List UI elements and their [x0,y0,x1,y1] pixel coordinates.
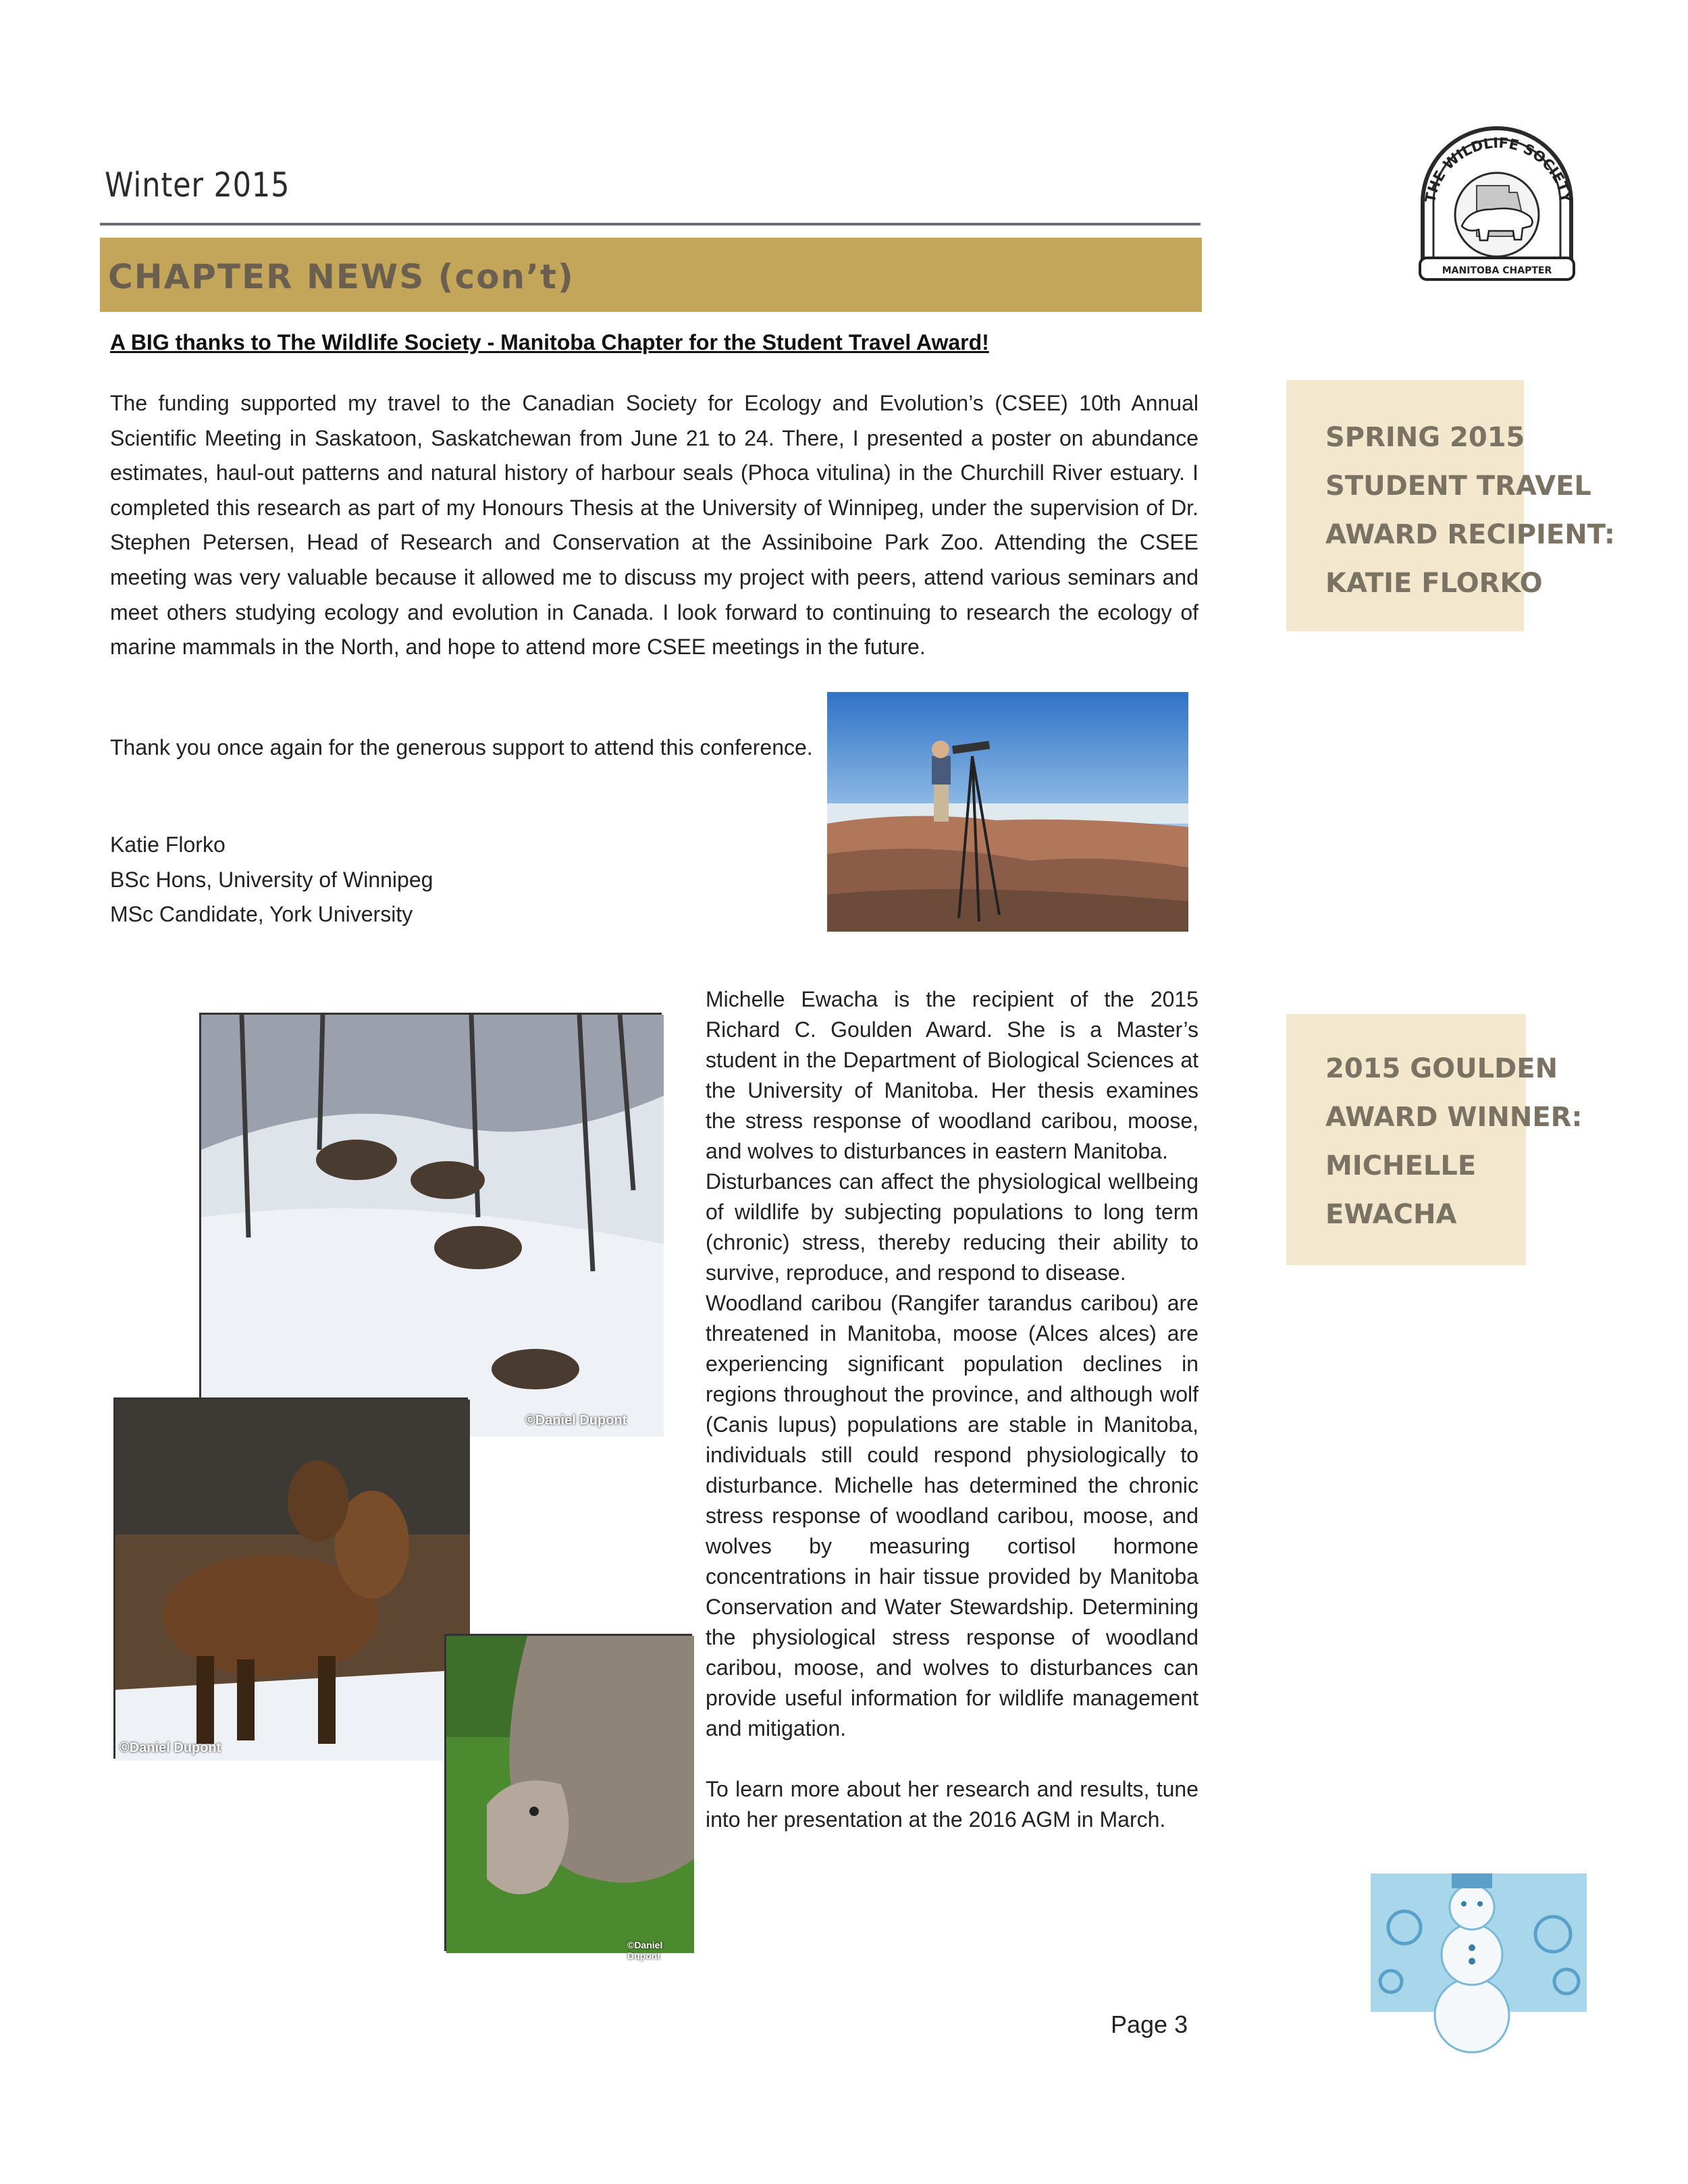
sidebar-line: MICHELLE [1325,1150,1477,1181]
signature-name: Katie Florko [110,832,226,857]
wolf-photo [444,1634,692,1961]
travel-award-sidebar [1325,413,1615,608]
section-title: CHAPTER NEWS (con’t) [108,257,575,296]
caribou-photo-credit: ©Daniel Dupont [525,1413,627,1428]
signature-program: MSc Candidate, York University [110,902,413,927]
logo-arc-text: THE WILDLIFE SOCIETY [1421,134,1575,205]
page-number: Page 3 [1111,2010,1188,2038]
goulden-sidebar [1325,1044,1582,1239]
signature-degree: BSc Hons, University of Winnipeg [110,867,433,892]
travel-award-paragraph: The funding supported my travel to the Canadian Society for Ecology and Evolution’s (CSEE) 10th Annual Scientific Meeting in Saskatoon, Saskatchewan from June 21 to 24. There, I presented a poster on abundance estimates, haul-out patterns and natural history of harbour seals (Phoca vitulina) in the Churchill River estuary. I completed this research as part of my Honours Thesis at the University of Winnipeg, under the supervision of Dr. Stephen Petersen, Head of Research and Conservation at the Assiniboine Park Zoo. Attending the CSEE meeting was very valuable because it allowed me to discuss my project with peers, attend various seminars and meet others studying ecology and evolution in Canada. I look forward to continuing to research the ecology of marine mammals in the North, and hope to attend more CSEE meetings in the future. [110,391,1198,660]
moose-photo-credit: ©Daniel Dupont [120,1740,221,1755]
sidebar-line: SPRING 2015 [1325,422,1525,453]
header-rule [100,223,1201,225]
sidebar-line: KATIE FLORKO [1325,568,1543,599]
thanks-paragraph [110,730,822,766]
goulden-article [706,984,1198,1835]
sidebar-line: AWARD WINNER: [1325,1102,1583,1133]
wolf-photo-credit: ©Daniel Dupont [627,1940,663,1961]
sidebar-line: 2015 GOULDEN [1325,1053,1558,1084]
sidebar-line: STUDENT TRAVEL [1325,471,1591,502]
goulden-paragraph-3: Woodland caribou (Rangifer tarandus caribou) are threatened in Manitoba, moose (Alces alces) are experiencing significant population declines in regions throughout the province, and although wolf (Canis lupus) populations are stable in Manitoba, individuals still could respond physiologically to disturbance. Michelle has determined the chronic stress response of woodland caribou, moose, and wolves by measuring cortisol hormone concentrations in hair tissue provided by Manitoba Conservation and Water Stewardship. Determining the physiological stress response of woodland caribou, moose, and wolves to disturbances can provide useful information for wildlife management and mitigation. [706,1291,1198,1740]
goulden-paragraph-2: Disturbances can affect the physiological wellbeing of wildlife by subjecting populations to long term (chronic) stress, thereby reducing their ability to survive, reproduce, and respond to disease. [706,1169,1198,1285]
sidebar-line: EWACHA [1325,1199,1457,1230]
researcher-scope-photo [827,692,1188,932]
sidebar-line: AWARD RECIPIENT: [1325,519,1615,550]
moose-photo [113,1397,468,1759]
wildlife-society-logo [1415,108,1580,290]
logo-chapter-text: MANITOBA CHAPTER [1442,265,1552,276]
issue-season: Winter 2015 [105,165,290,205]
thanks-text: Thank you once again for the generous support to attend this conference. [110,735,813,760]
caribou-photo [199,1013,662,1435]
goulden-paragraph-1: Michelle Ewacha is the recipient of the 2015 Richard C. Goulden Award. She is a Master’s student in the Department of Biological Sciences at the University of Manitoba. Her thesis examines the stress response of woodland caribou, moose, and wolves to disturbances in eastern Manitoba. [706,987,1198,1163]
signature-block [110,828,650,932]
snowman-decoration [1364,1860,1597,2056]
travel-award-body [110,386,1198,665]
travel-award-headline: A BIG thanks to The Wildlife Society - Manitoba Chapter for the Student Travel Award! [110,330,989,354]
goulden-paragraph-4: To learn more about her research and results, tune into her presentation at the 2016 AGM in March. [706,1777,1198,1832]
